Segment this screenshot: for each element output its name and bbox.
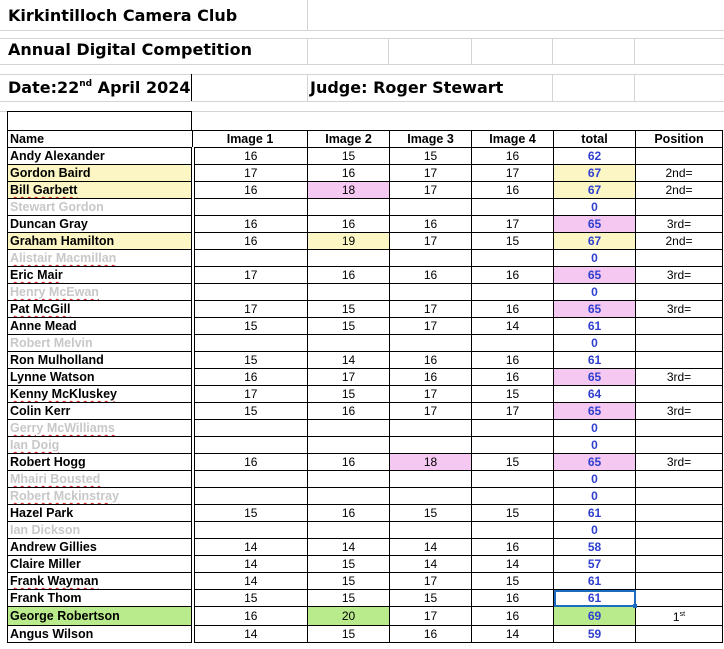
cell-position[interactable]	[636, 352, 723, 369]
column-header-image-3[interactable]: Image 3	[390, 131, 472, 148]
cell-image-4[interactable]: 16	[472, 352, 554, 369]
table-row	[8, 556, 723, 573]
cell-position[interactable]: 3rd=	[636, 267, 723, 284]
cell-name[interactable]	[8, 522, 193, 539]
name-text: Claire Miller	[10, 557, 81, 571]
cell-name[interactable]	[8, 386, 193, 403]
cell-name[interactable]	[8, 437, 193, 454]
cell-image-3[interactable]	[390, 335, 472, 352]
competition-date	[8, 78, 190, 97]
cell-name[interactable]	[8, 250, 193, 267]
cell-total[interactable]: 61	[554, 318, 636, 335]
cell-image-3[interactable]	[390, 284, 472, 301]
cell-total[interactable]: 65	[554, 454, 636, 471]
cell-image-2[interactable]: 15	[308, 318, 390, 335]
cell-image-1[interactable]: 17	[193, 386, 308, 403]
cell-position[interactable]: 3rd=	[636, 369, 723, 386]
cell-total[interactable]: 0	[554, 471, 636, 488]
cell-image-4[interactable]	[472, 250, 554, 267]
cell-position[interactable]	[636, 626, 723, 643]
cell-image-2[interactable]: 16	[308, 403, 390, 420]
cell-name[interactable]	[8, 488, 193, 505]
cell-position[interactable]	[636, 386, 723, 403]
table-row	[8, 420, 723, 437]
cell-position[interactable]	[636, 471, 723, 488]
table-row	[8, 267, 723, 284]
cell-image-1[interactable]: 16	[193, 216, 308, 233]
cell-name[interactable]	[8, 165, 193, 182]
table-row	[8, 403, 723, 420]
name-text: Robert Melvin	[10, 336, 93, 350]
table-row	[8, 301, 723, 318]
table-row	[8, 471, 723, 488]
cell-image-1[interactable]: 16	[193, 233, 308, 250]
judge-label: Judge: Roger Stewart	[310, 78, 504, 97]
cell-image-3[interactable]: 14	[390, 556, 472, 573]
cell-image-2[interactable]: 14	[308, 352, 390, 369]
cell-total[interactable]: 59	[554, 626, 636, 643]
cell-image-2[interactable]: 15	[308, 626, 390, 643]
cell-position[interactable]: 2nd=	[636, 165, 723, 182]
cell-total[interactable]: 67	[554, 182, 636, 199]
name-text: Ian Dickson	[10, 523, 81, 537]
cell-image-2[interactable]: 16	[308, 454, 390, 471]
cell-total[interactable]: 65	[554, 403, 636, 420]
cell-image-2[interactable]: 15	[308, 573, 390, 590]
cell-image-2[interactable]	[308, 437, 390, 454]
cell-image-1[interactable]: 15	[193, 318, 308, 335]
name-text: George Robertson	[10, 609, 120, 623]
cell-image-3[interactable]	[390, 250, 472, 267]
cell-total[interactable]: 61	[554, 573, 636, 590]
cell-image-2[interactable]: 16	[308, 165, 390, 182]
cell-total[interactable]: 58	[554, 539, 636, 556]
cell-name[interactable]	[8, 505, 193, 522]
cell-total[interactable]: 0	[554, 199, 636, 216]
cell-position[interactable]	[636, 539, 723, 556]
cell-image-1[interactable]	[193, 488, 308, 505]
cell-image-3[interactable]: 17	[390, 182, 472, 199]
cell-image-3[interactable]: 17	[390, 301, 472, 318]
cell-image-3[interactable]	[390, 437, 472, 454]
cell-name[interactable]	[8, 352, 193, 369]
competition-title: Annual Digital Competition	[8, 40, 252, 59]
cell-total[interactable]: 0	[554, 284, 636, 301]
cell-image-3[interactable]: 16	[390, 626, 472, 643]
name-text: Frank Wayman	[10, 574, 99, 588]
date-rest: April 2024	[92, 78, 191, 97]
column-header-position[interactable]: Position	[636, 131, 723, 148]
table-row	[8, 335, 723, 352]
column-header-total[interactable]: total	[554, 131, 636, 148]
cell-total[interactable]: 67	[554, 165, 636, 182]
cell-image-1[interactable]	[193, 199, 308, 216]
name-text: Ian Doig	[10, 438, 60, 452]
cell-image-1[interactable]	[193, 437, 308, 454]
cell-image-4[interactable]: 16	[472, 182, 554, 199]
cell-position[interactable]	[636, 590, 723, 607]
selection-fill-handle[interactable]	[633, 604, 637, 608]
cell-image-2[interactable]: 15	[308, 386, 390, 403]
cell-image-4[interactable]	[472, 488, 554, 505]
cell-image-3[interactable]: 16	[390, 216, 472, 233]
cell-position[interactable]	[636, 199, 723, 216]
cell-position[interactable]: 3rd=	[636, 454, 723, 471]
column-header-image-2[interactable]: Image 2	[308, 131, 390, 148]
name-text: Anne Mead	[10, 319, 77, 333]
name-text: Angus Wilson	[10, 627, 94, 641]
cell-image-4[interactable]: 15	[472, 505, 554, 522]
cell-name[interactable]	[8, 335, 193, 352]
cell-image-2[interactable]: 15	[308, 556, 390, 573]
cell-image-2[interactable]	[308, 199, 390, 216]
cell-image-4[interactable]: 16	[472, 590, 554, 607]
cell-image-4[interactable]: 16	[472, 539, 554, 556]
cell-image-2[interactable]: 14	[308, 539, 390, 556]
name-text: Andrew Gillies	[10, 540, 97, 554]
cell-image-4[interactable]: 16	[472, 148, 554, 165]
cell-position[interactable]: 3rd=	[636, 403, 723, 420]
cell-image-2[interactable]: 16	[308, 216, 390, 233]
cell-image-4[interactable]	[472, 522, 554, 539]
cell-image-2[interactable]: 17	[308, 369, 390, 386]
table-row	[8, 386, 723, 403]
cell-total[interactable]: 65	[554, 301, 636, 318]
cell-image-3[interactable]: 16	[390, 267, 472, 284]
cell-image-3[interactable]	[390, 420, 472, 437]
cell-total[interactable]: 61	[554, 352, 636, 369]
cell-image-4[interactable]: 14	[472, 556, 554, 573]
cell-image-2[interactable]	[308, 420, 390, 437]
cell-total[interactable]: 57	[554, 556, 636, 573]
cell-image-1[interactable]: 16	[193, 369, 308, 386]
table-row	[8, 573, 723, 590]
name-text: Andy Alexander	[10, 149, 105, 163]
cell-image-2[interactable]: 15	[308, 590, 390, 607]
cell-image-1[interactable]: 17	[193, 301, 308, 318]
cell-image-2[interactable]	[308, 250, 390, 267]
cell-image-3[interactable]: 17	[390, 165, 472, 182]
cell-total[interactable]: 67	[554, 233, 636, 250]
cell-name[interactable]	[8, 301, 193, 318]
name-text: Graham Hamilton	[10, 234, 115, 248]
name-text: Robert Hogg	[10, 455, 86, 469]
cell-image-1[interactable]: 16	[193, 607, 308, 626]
cell-name[interactable]	[8, 420, 193, 437]
position-ordinal-number: 1	[672, 610, 680, 624]
cell-image-1[interactable]	[193, 284, 308, 301]
table-row	[8, 369, 723, 386]
table-row	[8, 216, 723, 233]
cell-image-2[interactable]: 15	[308, 148, 390, 165]
cell-image-2[interactable]	[308, 488, 390, 505]
cell-image-4[interactable]: 16	[472, 301, 554, 318]
cell-name[interactable]	[8, 267, 193, 284]
table-row	[8, 199, 723, 216]
cell-image-4[interactable]: 14	[472, 318, 554, 335]
cell-image-2[interactable]: 20	[308, 607, 390, 626]
table-row	[8, 590, 723, 607]
cell-image-1[interactable]: 14	[193, 573, 308, 590]
column-header-name[interactable]: Name	[8, 131, 193, 148]
cell-position[interactable]	[636, 522, 723, 539]
name-text: Alistair Macmillan	[10, 251, 117, 265]
cell-image-1[interactable]: 15	[193, 403, 308, 420]
cell-image-1[interactable]	[193, 471, 308, 488]
name-text: Ron Mulholland	[10, 353, 104, 367]
cell-name[interactable]	[8, 199, 193, 216]
cell-image-4[interactable]	[472, 199, 554, 216]
cell-image-4[interactable]: 16	[472, 369, 554, 386]
cell-position[interactable]: 3rd=	[636, 216, 723, 233]
cell-image-3[interactable]	[390, 488, 472, 505]
cell-name[interactable]	[8, 626, 193, 643]
table-row	[8, 148, 723, 165]
cell-position[interactable]	[636, 488, 723, 505]
cell-total[interactable]: 61	[554, 505, 636, 522]
cell-name[interactable]	[8, 403, 193, 420]
name-text: Pat McGill	[10, 302, 71, 316]
cell-image-4[interactable]: 15	[472, 573, 554, 590]
table-row	[8, 284, 723, 301]
name-text: Stewart Gordon	[10, 200, 104, 214]
cell-name[interactable]	[8, 182, 193, 199]
cell-name[interactable]	[8, 539, 193, 556]
cell-name[interactable]	[8, 556, 193, 573]
cell-name[interactable]	[8, 454, 193, 471]
cell-total[interactable]: 0	[554, 335, 636, 352]
cell-name[interactable]	[8, 216, 193, 233]
cell-image-3[interactable]	[390, 522, 472, 539]
cell-image-4[interactable]: 14	[472, 626, 554, 643]
cell-total[interactable]: 0	[554, 488, 636, 505]
cell-image-4[interactable]	[472, 437, 554, 454]
cell-total[interactable]: 69	[554, 607, 636, 626]
column-header-image-1[interactable]: Image 1	[193, 131, 308, 148]
table-row	[8, 233, 723, 250]
cell-image-1[interactable]: 14	[193, 556, 308, 573]
cell-image-1[interactable]: 14	[193, 626, 308, 643]
cell-position-first[interactable]	[636, 607, 723, 626]
table-row	[8, 318, 723, 335]
cell-image-1[interactable]	[193, 250, 308, 267]
cell-image-3[interactable]: 15	[390, 505, 472, 522]
cell-image-3[interactable]: 17	[390, 607, 472, 626]
cell-position[interactable]	[636, 420, 723, 437]
cell-image-4[interactable]: 16	[472, 267, 554, 284]
cell-image-4[interactable]	[472, 335, 554, 352]
cell-image-2[interactable]	[308, 522, 390, 539]
position-ordinal-suffix: st	[679, 611, 686, 618]
cell-name[interactable]	[8, 369, 193, 386]
cell-image-3[interactable]: 15	[390, 148, 472, 165]
cell-image-3[interactable]: 16	[390, 369, 472, 386]
cell-image-4[interactable]: 15	[472, 454, 554, 471]
cell-image-3[interactable]: 18	[390, 454, 472, 471]
cell-image-4[interactable]: 16	[472, 607, 554, 626]
cell-position[interactable]	[636, 556, 723, 573]
cell-image-1[interactable]: 15	[193, 505, 308, 522]
cell-image-4[interactable]: 15	[472, 233, 554, 250]
cell-position[interactable]	[636, 335, 723, 352]
name-text: Mhairi Bousted	[10, 472, 101, 486]
cell-position[interactable]	[636, 250, 723, 267]
cell-image-3[interactable]	[390, 471, 472, 488]
cell-image-2[interactable]	[308, 471, 390, 488]
cell-image-3[interactable]: 14	[390, 539, 472, 556]
cell-image-1[interactable]: 14	[193, 539, 308, 556]
cell-image-4[interactable]: 17	[472, 403, 554, 420]
cell-image-1[interactable]: 15	[193, 590, 308, 607]
cell-image-4[interactable]: 17	[472, 216, 554, 233]
cell-total[interactable]: 64	[554, 386, 636, 403]
name-text: Lynne Watson	[10, 370, 95, 384]
cell-total[interactable]: 0	[554, 437, 636, 454]
table-row	[8, 522, 723, 539]
cell-image-3[interactable]: 17	[390, 233, 472, 250]
cell-image-4[interactable]: 17	[472, 165, 554, 182]
cell-name[interactable]	[8, 284, 193, 301]
cell-image-1[interactable]	[193, 335, 308, 352]
name-text: Hazel Park	[10, 506, 74, 520]
table-row	[8, 165, 723, 182]
cell-position[interactable]	[636, 437, 723, 454]
table-row	[8, 539, 723, 556]
table-row	[8, 488, 723, 505]
cell-image-3[interactable]: 17	[390, 573, 472, 590]
cell-image-2[interactable]: 18	[308, 182, 390, 199]
cell-total[interactable]: 0	[554, 522, 636, 539]
name-text: Colin Kerr	[10, 404, 71, 418]
cell-position[interactable]	[636, 318, 723, 335]
table-row	[8, 250, 723, 267]
name-text: Eric Mair	[10, 268, 63, 282]
cell-image-3[interactable]	[390, 199, 472, 216]
date-prefix: Date:22	[8, 78, 80, 97]
cell-image-4[interactable]	[472, 420, 554, 437]
cell-image-1[interactable]: 15	[193, 352, 308, 369]
cell-image-3[interactable]: 15	[390, 590, 472, 607]
cell-name[interactable]	[8, 318, 193, 335]
name-text: Frank Thom	[10, 591, 82, 605]
cell-total[interactable]: 61	[554, 590, 636, 607]
cell-position[interactable]	[636, 148, 723, 165]
cell-image-1[interactable]	[193, 522, 308, 539]
cell-image-2[interactable]	[308, 284, 390, 301]
cell-image-1[interactable]: 16	[193, 454, 308, 471]
cell-image-1[interactable]: 16	[193, 182, 308, 199]
cell-total[interactable]: 0	[554, 420, 636, 437]
cell-image-2[interactable]: 19	[308, 233, 390, 250]
cell-image-2[interactable]: 16	[308, 267, 390, 284]
cell-name[interactable]	[8, 607, 193, 626]
cell-name[interactable]	[8, 573, 193, 590]
name-text: Duncan Gray	[10, 217, 88, 231]
cell-image-3[interactable]: 17	[390, 318, 472, 335]
table-row	[8, 505, 723, 522]
table-row	[8, 626, 723, 643]
table-row	[8, 182, 723, 199]
cell-image-2[interactable]: 15	[308, 301, 390, 318]
cell-image-1[interactable]: 17	[193, 267, 308, 284]
cell-total[interactable]: 62	[554, 148, 636, 165]
name-text: Gordon Baird	[10, 166, 91, 180]
cell-image-3[interactable]: 17	[390, 386, 472, 403]
cell-image-1[interactable]: 17	[193, 165, 308, 182]
cell-image-3[interactable]: 17	[390, 403, 472, 420]
cell-image-1[interactable]: 16	[193, 148, 308, 165]
club-title: Kirkintilloch Camera Club	[8, 6, 238, 25]
date-suffix-ordinal: nd	[79, 79, 93, 89]
name-text: Bill Garbett	[10, 183, 78, 197]
name-text: Robert Mckinstray	[10, 489, 120, 503]
cell-total[interactable]: 65	[554, 369, 636, 386]
cell-image-1[interactable]	[193, 420, 308, 437]
cell-position[interactable]	[636, 573, 723, 590]
cell-total[interactable]: 65	[554, 216, 636, 233]
cell-total[interactable]: 0	[554, 250, 636, 267]
cell-position[interactable]: 2nd=	[636, 182, 723, 199]
header-row	[8, 131, 723, 148]
cell-image-4[interactable]	[472, 471, 554, 488]
cell-name[interactable]	[8, 471, 193, 488]
cell-name[interactable]	[8, 590, 193, 607]
table-row	[8, 437, 723, 454]
cell-image-2[interactable]	[308, 335, 390, 352]
cell-position[interactable]	[636, 284, 723, 301]
table-row	[8, 454, 723, 471]
name-text: Kenny McKluskey	[10, 387, 117, 401]
cell-image-4[interactable]	[472, 284, 554, 301]
cell-image-4[interactable]: 15	[472, 386, 554, 403]
scores-table	[7, 130, 723, 643]
name-text: Henry McEwan	[10, 285, 99, 299]
cell-position[interactable]: 2nd=	[636, 233, 723, 250]
name-text: Gerry McWilliams	[10, 421, 115, 435]
cell-name[interactable]	[8, 233, 193, 250]
cell-position[interactable]	[636, 505, 723, 522]
table-row	[8, 352, 723, 369]
cell-name[interactable]	[8, 148, 193, 165]
cell-image-3[interactable]: 16	[390, 352, 472, 369]
table-row	[8, 607, 723, 626]
cell-total[interactable]: 65	[554, 267, 636, 284]
column-header-image-4[interactable]: Image 4	[472, 131, 554, 148]
cell-image-2[interactable]: 16	[308, 505, 390, 522]
cell-position[interactable]: 3rd=	[636, 301, 723, 318]
